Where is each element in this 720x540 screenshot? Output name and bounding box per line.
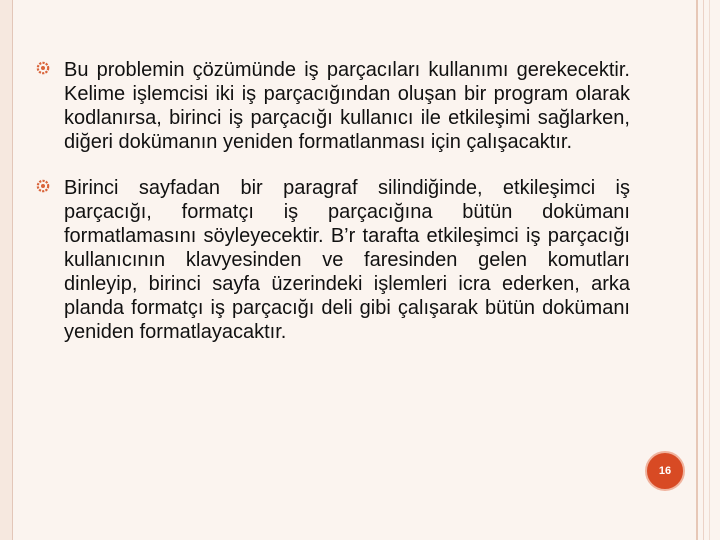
bullet-item-2 [34,176,630,344]
gear-bullet-icon [34,179,52,193]
frame-line [709,0,710,540]
bullet-text: Bu problemin çözümünde iş parçacıları kullanımı gerekecektir. Kelime işlemcisi iki iş parçacığından oluşan bir program olarak kodlanırsa, birinci iş parçacığı kullanıcı ile etkileşimi sağlarken, diğeri dokümanın yeniden formatlanması için çalışacaktır. [64,59,630,153]
bullet-item-1 [34,58,630,154]
gear-bullet-icon [34,61,52,75]
left-frame-border [0,0,13,540]
slide-content [34,58,630,366]
bullet-text: Birinci sayfadan bir paragraf silindiğinde, etkileşimci iş parçacığı, formatçı iş parçacığına bütün dokümanı formatlamasını söyleyecektir. B’r tarafta etkileşimci iş parçacığı kullanıcının klavyesinden ve faresinden gelen komutları dinleyip, birinci sayfa üzerindeki işlemleri icra ederken, arka planda formatçı iş parçacığı deli gibi çalışarak bütün dokümanı yeniden formatlayacaktır. [64,177,630,343]
frame-line [703,0,704,540]
right-frame-border [692,0,720,540]
page-number-badge: 16 [645,451,685,491]
frame-line [696,0,698,540]
